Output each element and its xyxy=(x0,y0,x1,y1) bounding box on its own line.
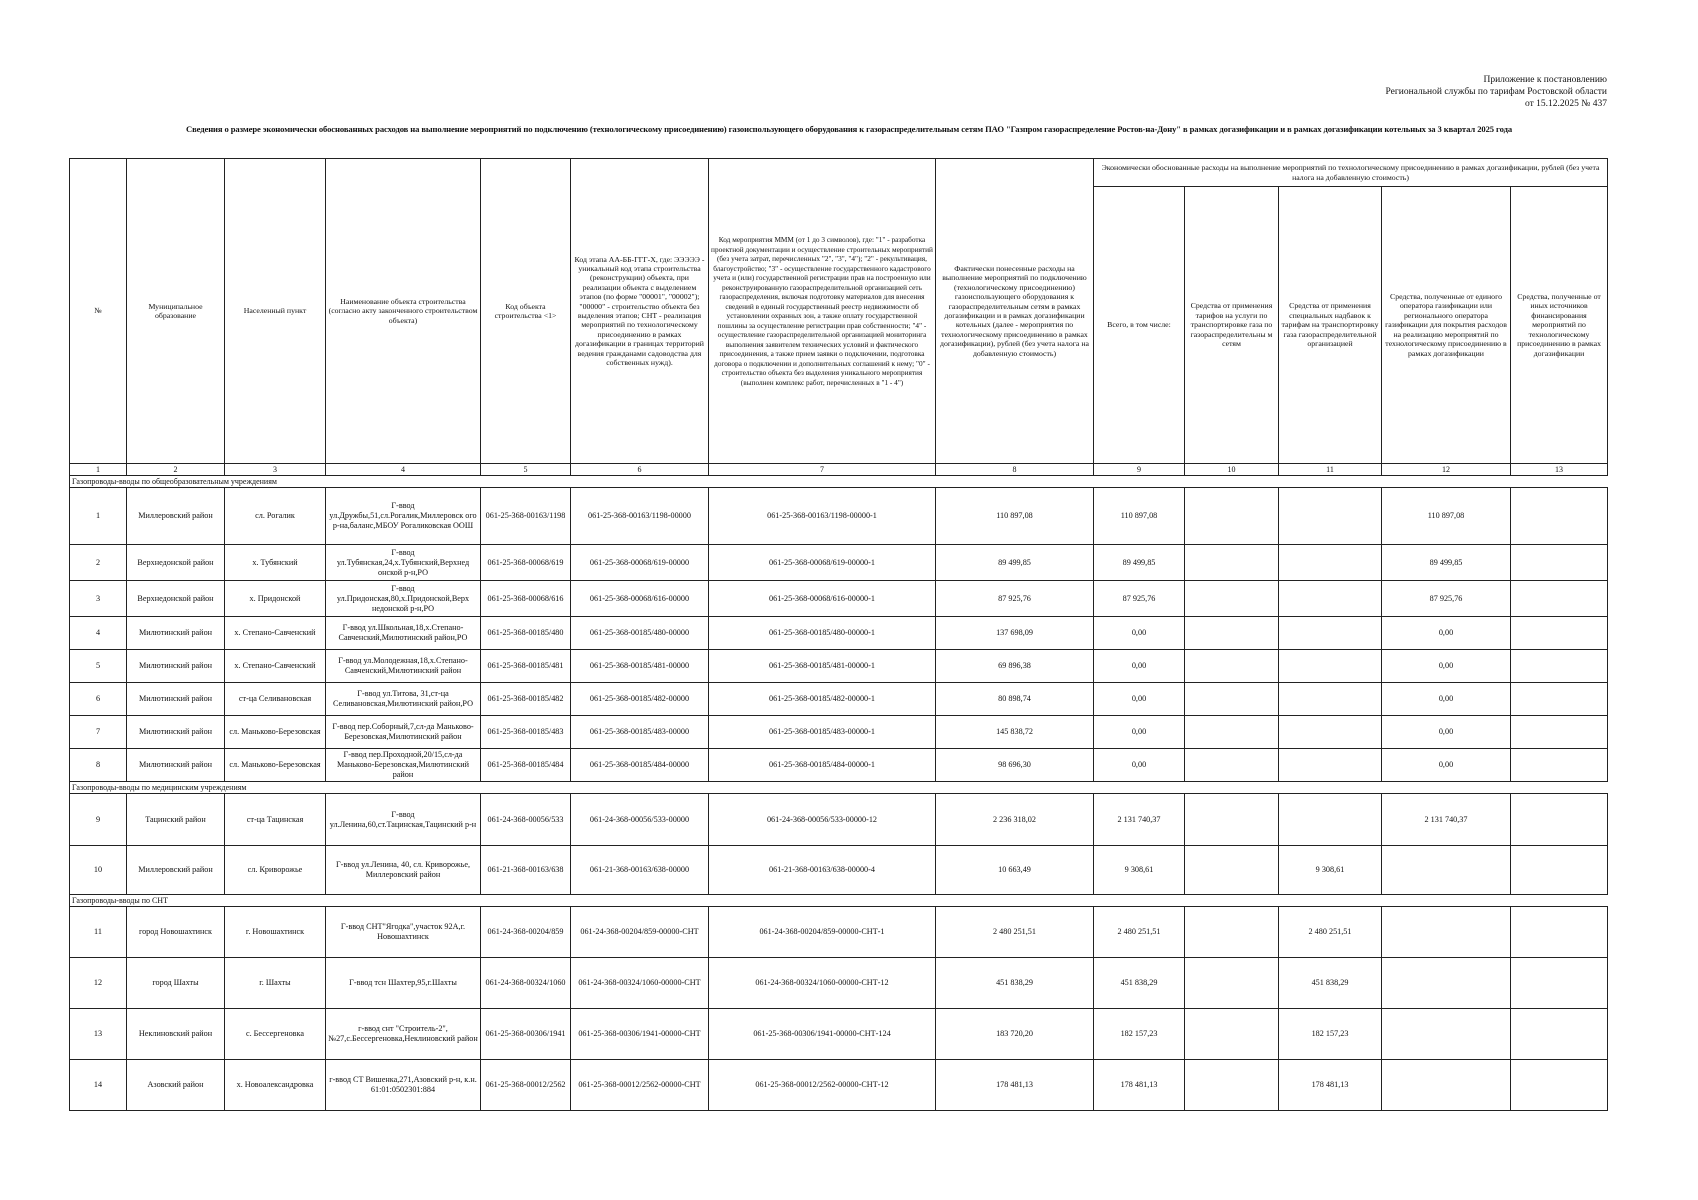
cell-object-code: 061-21-368-00163/638 xyxy=(481,846,571,895)
cell-number: 6 xyxy=(70,683,127,716)
cell-object-code: 061-25-368-00068/619 xyxy=(481,545,571,581)
cell-settlement: г. Новошахтинск xyxy=(225,907,326,958)
section-filler xyxy=(1094,895,1608,907)
cell-stage-code: 061-25-368-00306/1941-00000-СНТ xyxy=(571,1009,709,1060)
approval-block xyxy=(1147,74,1607,110)
costs-table xyxy=(69,158,1608,1111)
cell-total: 2 131 740,37 xyxy=(1094,794,1185,846)
cell-event-code: 061-25-368-00185/483-00000-1 xyxy=(709,716,936,749)
cell-tariff-funds xyxy=(1185,846,1279,895)
table-row xyxy=(70,846,1608,895)
cell-total: 451 838,29 xyxy=(1094,958,1185,1009)
table-row xyxy=(70,958,1608,1009)
cell-total: 0,00 xyxy=(1094,683,1185,716)
cell-object-name: Г-ввод ул.Молодежная,18,х.Степано-Савченский,Милютинский район xyxy=(326,650,481,683)
cell-stage-code: 061-25-368-00163/1198-00000 xyxy=(571,488,709,545)
section-title: Газопроводы-вводы по медицинским учреждениям xyxy=(70,782,1094,794)
cell-municipality: Милютинский район xyxy=(127,749,225,782)
column-number: 8 xyxy=(936,464,1094,476)
cell-object-code: 061-25-368-00185/480 xyxy=(481,617,571,650)
column-number: 2 xyxy=(127,464,225,476)
section-filler xyxy=(1094,476,1608,488)
cell-actual-costs: 137 698,09 xyxy=(936,617,1094,650)
cell-settlement: сл. Маньково-Березовская xyxy=(225,716,326,749)
cell-stage-code: 061-25-368-00012/2562-00000-СНТ xyxy=(571,1060,709,1111)
cell-object-code: 061-25-368-00185/481 xyxy=(481,650,571,683)
cell-actual-costs: 80 898,74 xyxy=(936,683,1094,716)
cell-markup-funds xyxy=(1279,617,1382,650)
section-title: Газопроводы-вводы по СНТ xyxy=(70,895,1094,907)
cell-municipality: Верхнедонской район xyxy=(127,581,225,617)
cell-object-code: 061-25-368-00306/1941 xyxy=(481,1009,571,1060)
cell-object-name: г-ввод снт "Строитель-2", №27,с.Бессергеновка,Неклиновский район xyxy=(326,1009,481,1060)
table-row xyxy=(70,545,1608,581)
cell-object-code: 061-25-368-00068/616 xyxy=(481,581,571,617)
cell-stage-code: 061-25-368-00185/482-00000 xyxy=(571,683,709,716)
table-row xyxy=(70,488,1608,545)
cell-number: 2 xyxy=(70,545,127,581)
cell-event-code: 061-24-368-00204/859-00000-СНТ-1 xyxy=(709,907,936,958)
header-other-funds: Средства, полученные от иных источников финансирования мероприятий по технологическому присоединению в рамках догазификации xyxy=(1511,187,1608,464)
column-number: 12 xyxy=(1382,464,1511,476)
cell-markup-funds xyxy=(1279,650,1382,683)
cell-other-funds xyxy=(1511,1060,1608,1111)
cell-tariff-funds xyxy=(1185,488,1279,545)
cell-other-funds xyxy=(1511,907,1608,958)
section-row xyxy=(70,895,1608,907)
cell-markup-funds xyxy=(1279,749,1382,782)
cell-municipality: Неклиновский район xyxy=(127,1009,225,1060)
cell-operator-funds xyxy=(1382,958,1511,1009)
header-number: № xyxy=(70,159,127,464)
cell-stage-code: 061-25-368-00068/619-00000 xyxy=(571,545,709,581)
cell-stage-code: 061-24-368-00324/1060-00000-СНТ xyxy=(571,958,709,1009)
header-economic-group: Экономически обоснованные расходы на выполнение мероприятий по технологическому присоединению в рамках догазификации, рублей (без учета налога на добавленную стоимость) xyxy=(1094,159,1608,187)
cell-settlement: х. Тубянский xyxy=(225,545,326,581)
cell-stage-code: 061-21-368-00163/638-00000 xyxy=(571,846,709,895)
cell-tariff-funds xyxy=(1185,617,1279,650)
section-row xyxy=(70,782,1608,794)
cell-settlement: сл. Криворожье xyxy=(225,846,326,895)
cell-municipality: Верхнедонской район xyxy=(127,545,225,581)
cell-tariff-funds xyxy=(1185,794,1279,846)
column-number: 9 xyxy=(1094,464,1185,476)
cell-stage-code: 061-25-368-00068/616-00000 xyxy=(571,581,709,617)
document-title: Сведения о размере экономически обоснованных расходов на выполнение мероприятий по подключению (технологическому присоединению) газоиспользующего оборудования к газораспределительным сетям ПАО "Газпром газораспределение Ростов-на-Дону" в рамках догазификации и в рамках догазификации котельных за 3 квартал 2025 года xyxy=(185,124,1513,134)
cell-settlement: сл. Рогалик xyxy=(225,488,326,545)
cell-object-name: Г-ввод ул.Ленина,60,ст.Тацинская,Тацинский р-н xyxy=(326,794,481,846)
cell-settlement: ст-ца Тацинская xyxy=(225,794,326,846)
table-row xyxy=(70,1009,1608,1060)
cell-settlement: г. Шахты xyxy=(225,958,326,1009)
cell-object-code: 061-25-368-00185/483 xyxy=(481,716,571,749)
cell-number: 4 xyxy=(70,617,127,650)
cell-stage-code: 061-25-368-00185/484-00000 xyxy=(571,749,709,782)
cell-other-funds xyxy=(1511,1009,1608,1060)
cell-markup-funds xyxy=(1279,794,1382,846)
cell-total: 87 925,76 xyxy=(1094,581,1185,617)
table-row xyxy=(70,907,1608,958)
cell-municipality: Миллеровский район xyxy=(127,488,225,545)
table-row xyxy=(70,1060,1608,1111)
table-row xyxy=(70,683,1608,716)
cell-markup-funds xyxy=(1279,581,1382,617)
cell-operator-funds: 0,00 xyxy=(1382,650,1511,683)
cell-stage-code: 061-25-368-00185/480-00000 xyxy=(571,617,709,650)
cell-municipality: город Шахты xyxy=(127,958,225,1009)
cell-settlement: ст-ца Селивановская xyxy=(225,683,326,716)
cell-actual-costs: 178 481,13 xyxy=(936,1060,1094,1111)
column-number: 1 xyxy=(70,464,127,476)
section-title: Газопроводы-вводы по общеобразовательным учреждениям xyxy=(70,476,1094,488)
cell-operator-funds: 87 925,76 xyxy=(1382,581,1511,617)
cell-object-name: Г-ввод пер.Соборный,7,сл-да Маньково-Березовская,Милютинский район xyxy=(326,716,481,749)
cell-settlement: с. Бессергеновка xyxy=(225,1009,326,1060)
cell-tariff-funds xyxy=(1185,683,1279,716)
cell-number: 3 xyxy=(70,581,127,617)
cell-stage-code: 061-25-368-00185/481-00000 xyxy=(571,650,709,683)
table-row xyxy=(70,650,1608,683)
cell-number: 1 xyxy=(70,488,127,545)
header-object-name: Наименование объекта строительства (согласно акту законченного строительством объекта) xyxy=(326,159,481,464)
cell-operator-funds: 0,00 xyxy=(1382,716,1511,749)
cell-object-name: Г-ввод ул.Титова, 31,ст-ца Селивановская,Милютинский район,РО xyxy=(326,683,481,716)
cell-operator-funds: 89 499,85 xyxy=(1382,545,1511,581)
cell-object-code: 061-24-368-00204/859 xyxy=(481,907,571,958)
cell-markup-funds: 178 481,13 xyxy=(1279,1060,1382,1111)
cell-number: 12 xyxy=(70,958,127,1009)
cell-object-name: Г-ввод пер.Проходной,20/15,сл-да Маньково-Березовская,Милютинский район xyxy=(326,749,481,782)
cell-object-code: 061-25-368-00163/1198 xyxy=(481,488,571,545)
cell-event-code: 061-25-368-00185/484-00000-1 xyxy=(709,749,936,782)
cell-number: 9 xyxy=(70,794,127,846)
table-row xyxy=(70,617,1608,650)
cell-object-name: Г-ввод ул.Тубянская,24,х.Тубянский,Верхнед онской р-н,РО xyxy=(326,545,481,581)
cell-total: 110 897,08 xyxy=(1094,488,1185,545)
header-municipality: Муниципальное образование xyxy=(127,159,225,464)
cell-municipality: Тацинский район xyxy=(127,794,225,846)
cell-markup-funds xyxy=(1279,488,1382,545)
cell-number: 7 xyxy=(70,716,127,749)
cell-object-name: Г-ввод СНТ"Ягодка",участок 92А,г. Новошахтинск xyxy=(326,907,481,958)
cell-tariff-funds xyxy=(1185,907,1279,958)
cell-markup-funds xyxy=(1279,683,1382,716)
header-object-code: Код объекта строительства <1> xyxy=(481,159,571,464)
cell-settlement: х. Придонской xyxy=(225,581,326,617)
cell-other-funds xyxy=(1511,581,1608,617)
cell-actual-costs: 98 696,30 xyxy=(936,749,1094,782)
header-markup-funds: Средства от применения специальных надбавок к тарифам на транспортировку газа газораспределительной организацией xyxy=(1279,187,1382,464)
cell-stage-code: 061-24-368-00204/859-00000-СНТ xyxy=(571,907,709,958)
cell-number: 8 xyxy=(70,749,127,782)
cell-event-code: 061-25-368-00185/480-00000-1 xyxy=(709,617,936,650)
cell-object-name: г-ввод СТ Вишенка,271,Азовский р-н, к.н. 61:01:0502301:884 xyxy=(326,1060,481,1111)
cell-event-code: 061-25-368-00185/481-00000-1 xyxy=(709,650,936,683)
header-total: Всего, в том числе: xyxy=(1094,187,1185,464)
cell-object-name: Г-ввод ул.Школьная,18,х.Степано-Савченский,Милютинский район,РО xyxy=(326,617,481,650)
cell-tariff-funds xyxy=(1185,716,1279,749)
table-row xyxy=(70,716,1608,749)
cell-markup-funds: 2 480 251,51 xyxy=(1279,907,1382,958)
cell-operator-funds: 0,00 xyxy=(1382,617,1511,650)
approval-line-3: от 15.12.2025 № 437 xyxy=(1525,99,1607,109)
cell-total: 2 480 251,51 xyxy=(1094,907,1185,958)
cell-total: 178 481,13 xyxy=(1094,1060,1185,1111)
header-settlement: Населенный пункт xyxy=(225,159,326,464)
table-row xyxy=(70,794,1608,846)
column-number: 13 xyxy=(1511,464,1608,476)
table-row xyxy=(70,581,1608,617)
cell-total: 9 308,61 xyxy=(1094,846,1185,895)
cell-number: 14 xyxy=(70,1060,127,1111)
cell-settlement: х. Степано-Савченский xyxy=(225,650,326,683)
cell-total: 89 499,85 xyxy=(1094,545,1185,581)
cell-other-funds xyxy=(1511,716,1608,749)
cell-municipality: Милютинский район xyxy=(127,716,225,749)
header-actual-costs: Фактически понесенные расходы на выполнение мероприятий по подключению (технологическому присоединению) газоиспользующего оборудования к газораспределительным сетям в рамках догазификации и в рамках догазификации котельных (далее - мероприятия по технологическому присоединению в рамках догазификации), рублей (без учета налога на добавленную стоимость) xyxy=(936,159,1094,464)
cell-actual-costs: 89 499,85 xyxy=(936,545,1094,581)
cell-total: 182 157,23 xyxy=(1094,1009,1185,1060)
column-number: 11 xyxy=(1279,464,1382,476)
cell-actual-costs: 69 896,38 xyxy=(936,650,1094,683)
cell-operator-funds xyxy=(1382,1009,1511,1060)
header-tariff-funds: Средства от применения тарифов на услуги по транспортировке газа по газораспределительны м сетям xyxy=(1185,187,1279,464)
cell-tariff-funds xyxy=(1185,650,1279,683)
cell-other-funds xyxy=(1511,617,1608,650)
cell-actual-costs: 451 838,29 xyxy=(936,958,1094,1009)
cell-total: 0,00 xyxy=(1094,650,1185,683)
cell-settlement: х. Новоалександровка xyxy=(225,1060,326,1111)
column-number: 7 xyxy=(709,464,936,476)
cell-municipality: город Новошахтинск xyxy=(127,907,225,958)
table-row xyxy=(70,749,1608,782)
cell-tariff-funds xyxy=(1185,958,1279,1009)
cell-actual-costs: 2 236 318,02 xyxy=(936,794,1094,846)
column-number: 3 xyxy=(225,464,326,476)
cell-number: 13 xyxy=(70,1009,127,1060)
cell-event-code: 061-25-368-00068/619-00000-1 xyxy=(709,545,936,581)
column-number: 5 xyxy=(481,464,571,476)
cell-total: 0,00 xyxy=(1094,716,1185,749)
column-number: 6 xyxy=(571,464,709,476)
cell-actual-costs: 145 838,72 xyxy=(936,716,1094,749)
cell-event-code: 061-25-368-00306/1941-00000-СНТ-124 xyxy=(709,1009,936,1060)
cell-other-funds xyxy=(1511,958,1608,1009)
cell-event-code: 061-25-368-00068/616-00000-1 xyxy=(709,581,936,617)
cell-tariff-funds xyxy=(1185,749,1279,782)
cell-markup-funds: 451 838,29 xyxy=(1279,958,1382,1009)
cell-operator-funds: 0,00 xyxy=(1382,749,1511,782)
cell-municipality: Милютинский район xyxy=(127,683,225,716)
cell-actual-costs: 110 897,08 xyxy=(936,488,1094,545)
cell-settlement: сл. Маньково-Березовская xyxy=(225,749,326,782)
cell-other-funds xyxy=(1511,545,1608,581)
cell-operator-funds: 110 897,08 xyxy=(1382,488,1511,545)
cell-event-code: 061-24-368-00056/533-00000-12 xyxy=(709,794,936,846)
cell-markup-funds xyxy=(1279,545,1382,581)
cell-total: 0,00 xyxy=(1094,617,1185,650)
cell-other-funds xyxy=(1511,794,1608,846)
cell-object-name: Г-ввод ул.Ленина, 40, сл. Криворожье, Миллеровский район xyxy=(326,846,481,895)
cell-actual-costs: 183 720,20 xyxy=(936,1009,1094,1060)
column-number: 4 xyxy=(326,464,481,476)
cell-total: 0,00 xyxy=(1094,749,1185,782)
cell-settlement: х. Степано-Савченский xyxy=(225,617,326,650)
cell-object-name: Г-ввод ул.Придонская,80,х.Придонской,Верх недонской р-н,РО xyxy=(326,581,481,617)
cell-object-name: Г-ввод ул.Дружбы,51,сл.Рогалик,Миллеровск ого р-на,баланс,МБОУ Рогаликовская ООШ xyxy=(326,488,481,545)
cell-event-code: 061-24-368-00324/1060-00000-СНТ-12 xyxy=(709,958,936,1009)
cell-operator-funds xyxy=(1382,907,1511,958)
cell-actual-costs: 2 480 251,51 xyxy=(936,907,1094,958)
cell-tariff-funds xyxy=(1185,545,1279,581)
cell-event-code: 061-25-368-00185/482-00000-1 xyxy=(709,683,936,716)
cell-municipality: Милютинский район xyxy=(127,650,225,683)
cell-other-funds xyxy=(1511,683,1608,716)
cell-other-funds xyxy=(1511,488,1608,545)
cell-object-code: 061-24-368-00056/533 xyxy=(481,794,571,846)
cell-other-funds xyxy=(1511,846,1608,895)
cell-operator-funds: 0,00 xyxy=(1382,683,1511,716)
header-event-code: Код мероприятия МММ (от 1 до 3 символов), где: "1" - разработка проектной документации и осуществление строительных мероприятий (без учета затрат, перечисленных "2", "3", "4"); "2" - рекультивация, благоустройство; "3" - осуществление государственного кадастрового учета и (или) государственной регистрации прав на построенную или реконструированную газораспределительной организацией сеть газораспределения, включая подготовку материалов для внесения сведений в единый государственный реестр недвижимости об установлении охранных зон, а также оплату государственной пошлины за осуществление регистрации прав собственности; "4" - осуществление газораспределительной организацией мониторинга выполнения заявителем технических условий и фактического присоединения, а также прием заявки о подключении, подготовка договора о подключении и дополнительных соглашений к нему; "0" - строительство объекта без выделения уникального мероприятия (выполнен комплекс работ, перечисленных в "1 - 4") xyxy=(709,159,936,464)
cell-tariff-funds xyxy=(1185,581,1279,617)
cell-object-code: 061-25-368-00185/484 xyxy=(481,749,571,782)
cell-object-name: Г-ввод тсн Шахтер,95,г.Шахты xyxy=(326,958,481,1009)
section-row xyxy=(70,476,1608,488)
cell-object-code: 061-25-368-00012/2562 xyxy=(481,1060,571,1111)
cell-operator-funds xyxy=(1382,1060,1511,1111)
cell-actual-costs: 87 925,76 xyxy=(936,581,1094,617)
cell-number: 11 xyxy=(70,907,127,958)
cell-event-code: 061-21-368-00163/638-00000-4 xyxy=(709,846,936,895)
cell-municipality: Азовский район xyxy=(127,1060,225,1111)
header-stage-code: Код этапа АА-ББ-ГГГ-Х, где: ЭЭЭЭЭ - уникальный код этапа строительства (реконструкции) объекта, при реализации объекта с выделением этапов (по форме "00001", "00002"); "00000" - строительство объекта без выделения этапов; СНТ - реализация мероприятий по технологическому присоединению в рамках догазификации в границах территорий ведения гражданами садоводства для собственных нужд). xyxy=(571,159,709,464)
column-number: 10 xyxy=(1185,464,1279,476)
approval-line-1: Приложение к постановлению xyxy=(1483,75,1607,85)
cell-operator-funds: 2 131 740,37 xyxy=(1382,794,1511,846)
cell-number: 10 xyxy=(70,846,127,895)
cell-tariff-funds xyxy=(1185,1060,1279,1111)
cell-object-code: 061-25-368-00185/482 xyxy=(481,683,571,716)
cell-number: 5 xyxy=(70,650,127,683)
cell-municipality: Миллеровский район xyxy=(127,846,225,895)
cell-stage-code: 061-24-368-00056/533-00000 xyxy=(571,794,709,846)
cell-actual-costs: 10 663,49 xyxy=(936,846,1094,895)
cell-markup-funds: 182 157,23 xyxy=(1279,1009,1382,1060)
cell-markup-funds xyxy=(1279,716,1382,749)
cell-tariff-funds xyxy=(1185,1009,1279,1060)
column-number-row xyxy=(70,464,1608,476)
approval-line-2: Региональной службы по тарифам Ростовской области xyxy=(1385,87,1607,97)
cell-event-code: 061-25-368-00012/2562-00000-СНТ-12 xyxy=(709,1060,936,1111)
cell-other-funds xyxy=(1511,749,1608,782)
cell-operator-funds xyxy=(1382,846,1511,895)
cell-markup-funds: 9 308,61 xyxy=(1279,846,1382,895)
cell-object-code: 061-24-368-00324/1060 xyxy=(481,958,571,1009)
cell-municipality: Милютинский район xyxy=(127,617,225,650)
header-operator-funds: Средства, полученные от единого оператора газификации или регионального оператора газификации для покрытия расходов на реализацию мероприятий по технологическому присоединению в рамках догазификации xyxy=(1382,187,1511,464)
section-filler xyxy=(1094,782,1608,794)
cell-event-code: 061-25-368-00163/1198-00000-1 xyxy=(709,488,936,545)
cell-other-funds xyxy=(1511,650,1608,683)
cell-stage-code: 061-25-368-00185/483-00000 xyxy=(571,716,709,749)
